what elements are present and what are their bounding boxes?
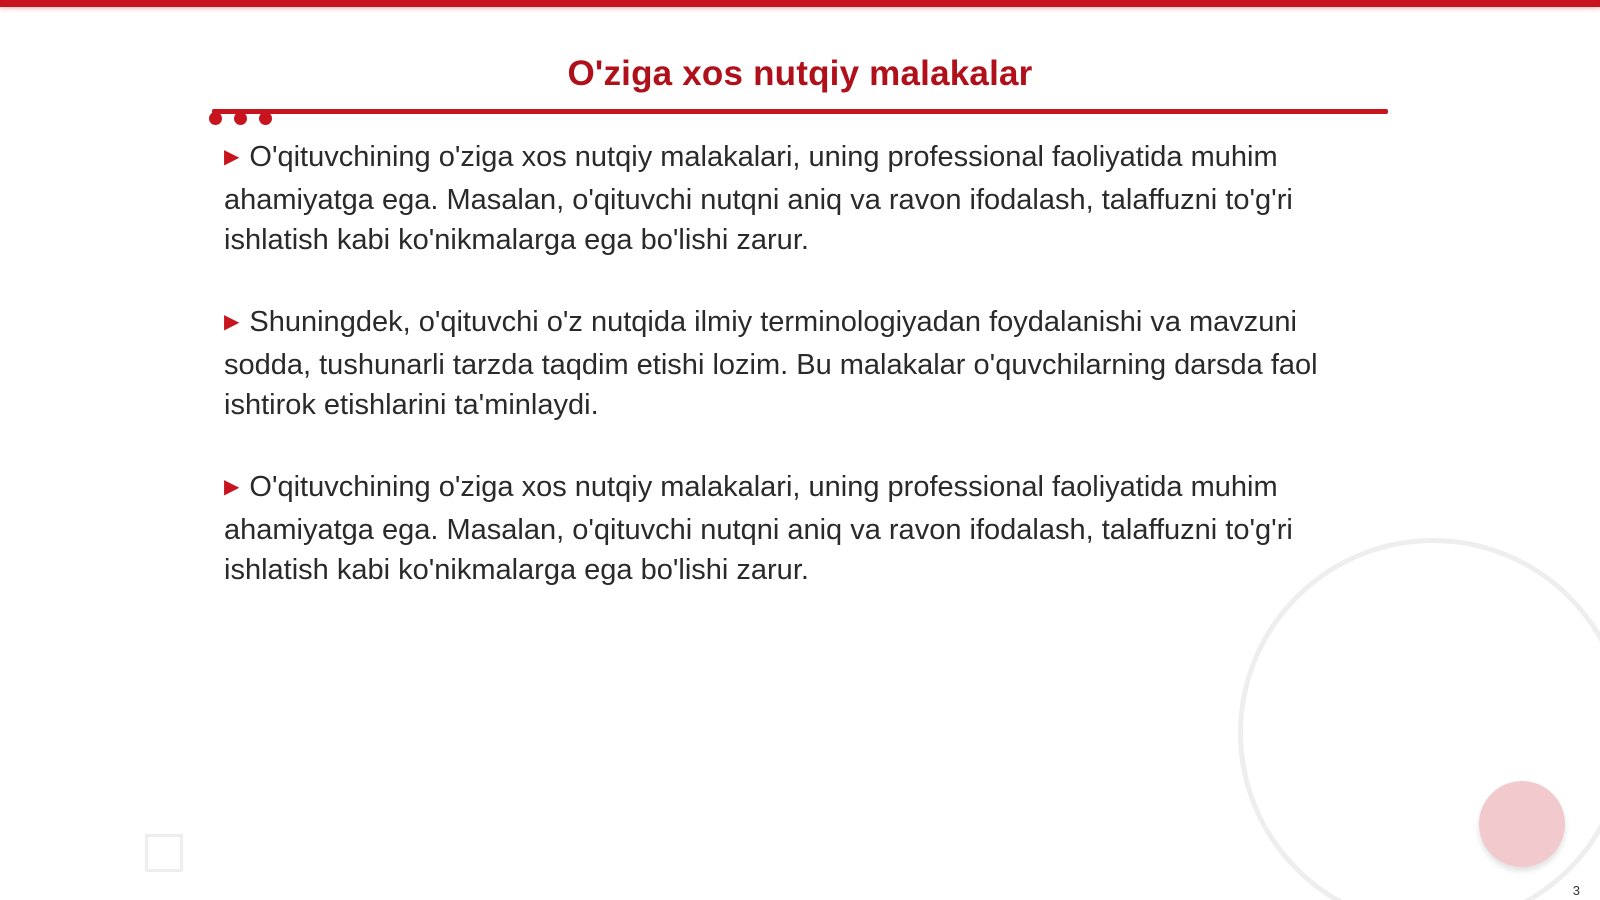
decor-dot — [209, 112, 222, 125]
bullet-list — [224, 137, 1374, 632]
slide-title: O'ziga xos nutqiy malakalar — [567, 54, 1033, 93]
top-accent-bar — [0, 0, 1600, 7]
bullet-item — [224, 137, 1374, 260]
bullet-item — [224, 467, 1374, 590]
decor-square — [145, 834, 183, 872]
bullet-item — [224, 302, 1374, 425]
decor-pink-circle — [1479, 781, 1565, 867]
triangle-bullet-icon: ▶ — [224, 146, 240, 168]
bullet-text: O'qituvchining o'ziga xos nutqiy malakalari, uning professional faoliyatida muhim ahamiyatga ega. Masalan, o'qituvchi nutqni aniq va ravon ifodalash, talaffuzni to'g'ri ishlatish kabi ko'nikmalarga ega bo'lishi zarur. — [224, 141, 1293, 256]
page-number: 3 — [1572, 883, 1580, 898]
triangle-bullet-icon: ▶ — [224, 311, 240, 333]
decor-dot — [259, 112, 272, 125]
decor-dot — [234, 112, 247, 125]
bullet-text: Shuningdek, o'qituvchi o'z nutqida ilmiy terminologiyadan foydalanishi va mavzuni sodda, tushunarli tarzda taqdim etishi lozim. Bu malakalar o'quvchilarning darsda faol ishtirok etishlarini ta'minlaydi. — [224, 306, 1318, 421]
title-underline — [212, 109, 1388, 114]
triangle-bullet-icon: ▶ — [224, 476, 240, 498]
bullet-text: O'qituvchining o'ziga xos nutqiy malakalari, uning professional faoliyatida muhim ahamiyatga ega. Masalan, o'qituvchi nutqni aniq va ravon ifodalash, talaffuzni to'g'ri ishlatish kabi ko'nikmalarga ega bo'lishi zarur. — [224, 471, 1293, 586]
